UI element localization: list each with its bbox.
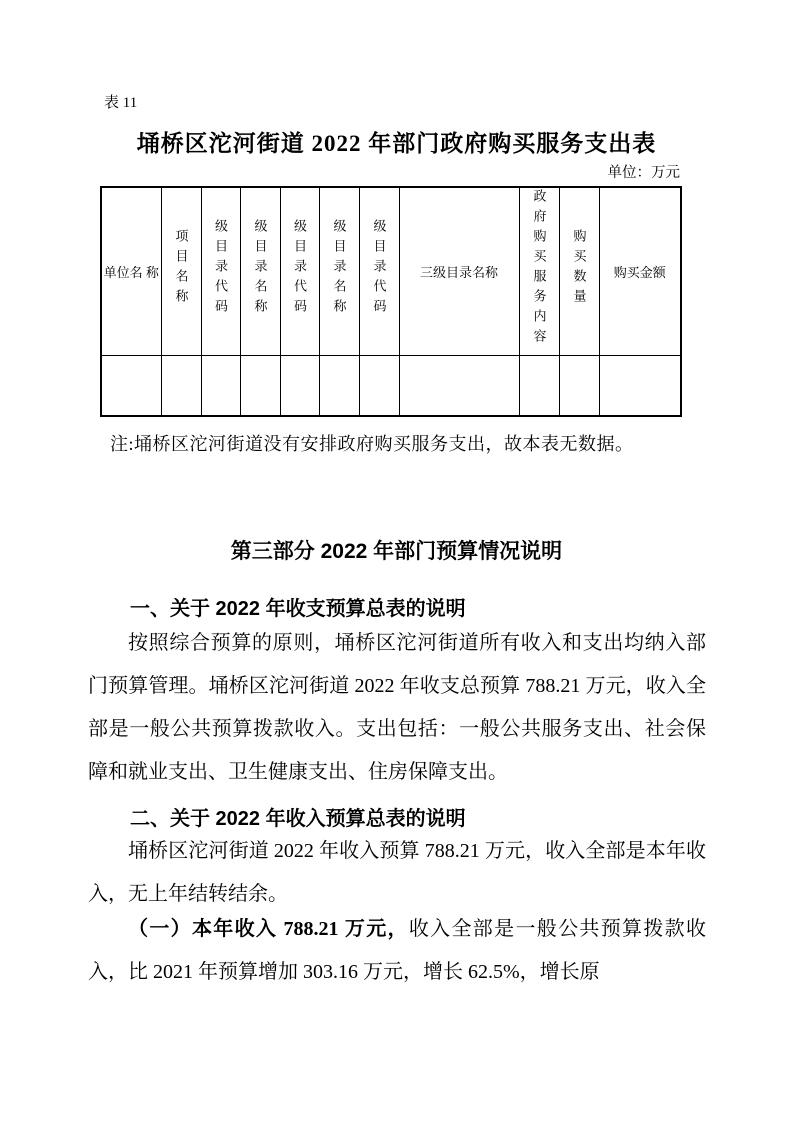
col-header-gov-purchase-content: 政府购买服务内容 [519, 187, 559, 355]
table-header-row [101, 187, 681, 355]
purchase-service-table [100, 186, 682, 417]
paragraph-current-year-income [88, 908, 706, 994]
col-header-purchase-amount: 购买金额 [599, 187, 681, 355]
empty-cell [359, 355, 399, 416]
col-header-catalog-code-1: 级目录代码 [201, 187, 240, 355]
col-header-catalog-code-3: 级目录代码 [359, 187, 399, 355]
paragraph-budget-overview: 按照综合预算的原则，埇桥区沱河街道所有收入和支出均纳入部门预算管理。埇桥区沱河街道 2022 年收支总预算 788.21 万元，收入全部是一般公共预算拨款收入。支出包括：一般公共服务支出、社会保障和就业支出、卫生健康支出、住房保障支出。 [88, 632, 706, 783]
empty-cell [519, 355, 559, 416]
empty-cell [559, 355, 599, 416]
unit-label: 单位：万元 [607, 165, 680, 181]
col-header-catalog-name-2: 级目录名称 [319, 187, 359, 355]
current-year-income-bold-lead: （一）本年收入 788.21 万元， [128, 918, 409, 940]
section2-heading: 二、关于 2022 年收入预算总表的说明 [130, 808, 466, 830]
empty-cell [101, 355, 161, 416]
empty-cell [599, 355, 681, 416]
current-year-income-rest: 收入全部是一般公共预算拨款收入，比 2021 年预算增加 303.16 万元，增长 62.5%，增长原 [88, 918, 707, 983]
col-header-catalog-code-2: 级目录代码 [280, 187, 319, 355]
document-title: 埇桥区沱河街道 2022 年部门政府购买服务支出表 [136, 131, 657, 156]
col-header-catalog-name-1: 级目录名称 [240, 187, 280, 355]
section1-heading: 一、关于 2022 年收支预算总表的说明 [130, 598, 466, 620]
empty-cell [319, 355, 359, 416]
part3-title: 第三部分 2022 年部门预算情况说明 [230, 540, 563, 563]
table-empty-row [101, 355, 681, 416]
empty-cell [399, 355, 519, 416]
col-header-unit-name: 单位名 称 [101, 187, 161, 355]
table-number-label: 表 11 [104, 95, 138, 111]
paragraph-income-budget: 埇桥区沱河街道 2022 年收入预算 788.21 万元，收入全部是本年收入，无上年结转结余。 [88, 840, 706, 905]
col-header-project-name: 项目名称 [161, 187, 201, 355]
empty-cell [161, 355, 201, 416]
table-note: 注:埇桥区沱河街道没有安排政府购买服务支出，故本表无数据。 [110, 434, 634, 454]
col-header-purchase-quantity: 购买数量 [559, 187, 599, 355]
col-header-level3-catalog-name: 三级目录名称 [399, 187, 519, 355]
empty-cell [201, 355, 240, 416]
empty-cell [240, 355, 280, 416]
empty-cell [280, 355, 319, 416]
